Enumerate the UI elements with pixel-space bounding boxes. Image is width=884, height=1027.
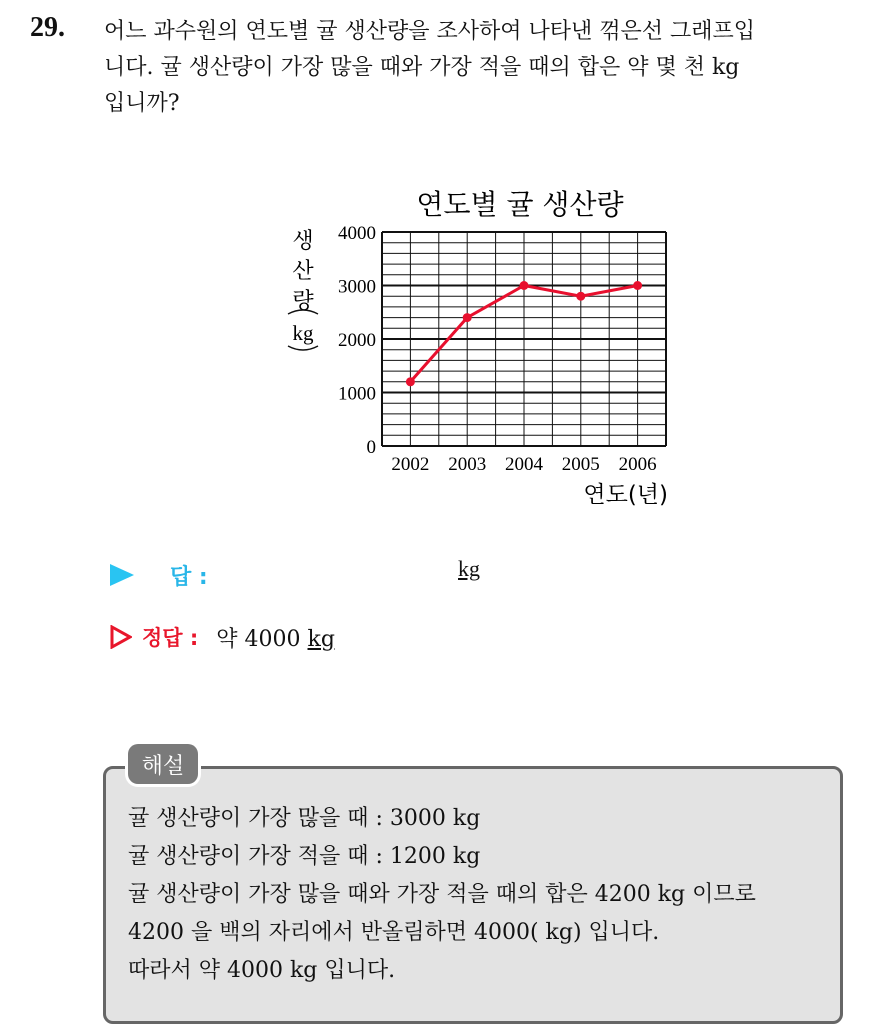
- x-tick-label: 2006: [618, 454, 657, 475]
- y-label-char: 산: [292, 259, 314, 284]
- y-tick-label: 2000: [338, 330, 376, 351]
- y-label-paren-bottom: [288, 346, 318, 350]
- y-label-char: 량: [292, 289, 314, 314]
- chart-title: 연도별 귤 생산량: [416, 188, 624, 221]
- x-tick-label: 2002: [391, 454, 430, 475]
- correct-answer-row: [110, 620, 335, 654]
- explanation-line: 귤 생산량이 가장 많을 때 : 3000 kg: [128, 806, 481, 831]
- y-label-char: 생: [292, 229, 314, 254]
- data-point: [520, 281, 529, 290]
- data-point: [576, 292, 585, 301]
- y-axis-label: [288, 229, 318, 350]
- data-point: [633, 281, 642, 290]
- y-label-unit: kg: [292, 321, 314, 345]
- answer-row: [110, 558, 208, 592]
- question-line: 입니까?: [104, 91, 180, 116]
- correct-answer-number: 약 4000: [216, 626, 301, 652]
- chart-grid: [382, 232, 666, 446]
- explanation-text: [128, 800, 828, 990]
- x-tick-label: 2004: [505, 454, 543, 475]
- x-tick-label: 2005: [561, 454, 600, 475]
- x-tick-label: 2003: [448, 454, 487, 475]
- explanation-line: 따라서 약 4000 kg 입니다.: [128, 958, 396, 983]
- x-axis-label: 연도(년): [583, 482, 668, 508]
- explanation-line: 귤 생산량이 가장 많을 때와 가장 적을 때의 합은 4200 kg 이므로: [128, 882, 756, 907]
- question-line: 어느 과수원의 연도별 귤 생산량을 조사하여 나타낸 꺾은선 그래프입: [104, 19, 756, 44]
- outline-arrow-icon: [110, 625, 132, 649]
- data-point: [463, 313, 472, 322]
- y-tick-label: 0: [366, 437, 376, 458]
- question-text: [104, 14, 864, 122]
- y-tick-label: 4000: [338, 223, 376, 244]
- question-line: 니다. 귤 생산량이 가장 많을 때와 가장 적을 때의 합은 약 몇 천 kg: [104, 55, 740, 80]
- explanation-tab: 해설: [128, 744, 198, 784]
- y-tick-label: 1000: [338, 383, 376, 405]
- y-axis-ticks: [338, 223, 376, 458]
- question-number: 29.: [30, 12, 65, 43]
- correct-answer-unit: kg: [307, 626, 335, 652]
- answer-unit: kg: [458, 556, 480, 581]
- answer-label: 답 :: [170, 564, 208, 590]
- correct-answer-value: [216, 622, 335, 653]
- explanation-line: 귤 생산량이 가장 적을 때 : 1200 kg: [128, 844, 481, 869]
- y-tick-label: 3000: [338, 276, 376, 298]
- explanation-line: 4200 을 백의 자리에서 반올림하면 4000( kg) 입니다.: [128, 920, 660, 945]
- production-line-chart: [270, 180, 690, 510]
- play-arrow-icon: [110, 564, 134, 586]
- data-point: [406, 377, 415, 386]
- x-axis-ticks: [391, 454, 656, 475]
- correct-answer-label: 정답 :: [142, 626, 199, 650]
